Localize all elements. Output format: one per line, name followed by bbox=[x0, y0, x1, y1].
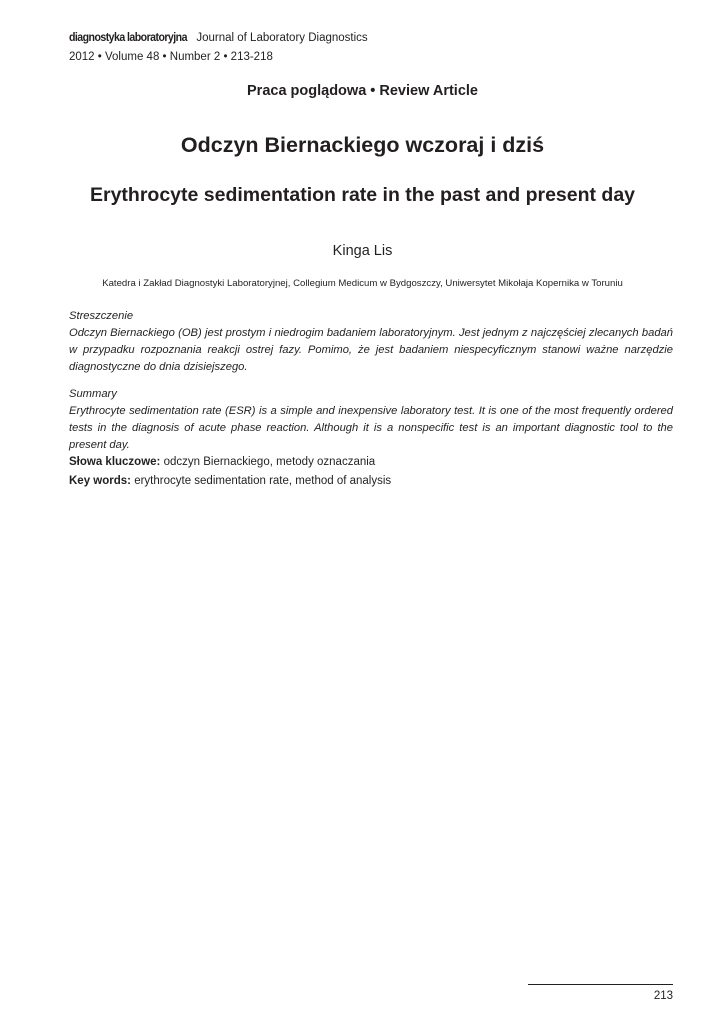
abstract-polish-heading: Streszczenie bbox=[69, 310, 134, 322]
keywords-polish bbox=[69, 455, 375, 469]
abstract-english bbox=[69, 386, 673, 454]
keywords-english-value: erythrocyte sedimentation rate, method of analysis bbox=[134, 475, 392, 487]
abstract-english-heading: Summary bbox=[69, 388, 117, 400]
keywords-polish-label: Słowa kluczowe: bbox=[69, 456, 161, 468]
abstract-polish bbox=[69, 308, 673, 376]
journal-name-en: Journal of Laboratory Diagnostics bbox=[196, 32, 368, 44]
journal-meta: 2012 • Volume 48 • Number 2 • 213-218 bbox=[69, 51, 273, 63]
abstract-polish-text: Odczyn Biernackiego (OB) jest prostym i niedrogim badaniem laboratoryjnym. Jest jednym z najczęściej zlecanych badań w przypadku rozpoznania reakcji ostrej fazy. Pomimo, że jest badaniem niespecyficznym stanowi ważne narzędzie diagnostyczne do dnia dzisiejszego. bbox=[69, 327, 673, 373]
footer-divider bbox=[528, 984, 673, 985]
journal-header bbox=[69, 31, 368, 45]
keywords-english-label: Key words: bbox=[69, 475, 131, 487]
keywords-english bbox=[69, 474, 391, 488]
title-polish: Odczyn Biernackiego wczoraj i dziś bbox=[180, 133, 545, 157]
keywords-polish-value: odczyn Biernackiego, metody oznaczania bbox=[163, 456, 376, 468]
title-english: Erythrocyte sedimentation rate in the past and present day bbox=[89, 184, 636, 206]
article-type: Praca poglądowa • Review Article bbox=[247, 83, 478, 99]
author-name: Kinga Lis bbox=[332, 243, 393, 259]
author-affiliation: Katedra i Zakład Diagnostyki Laboratoryjnej, Collegium Medicum w Bydgoszczy, Uniwersytet Mikołaja Kopernika w Toruniu bbox=[102, 278, 623, 289]
page-number: 213 bbox=[653, 990, 673, 1002]
journal-name: diagnostyka laboratoryjna bbox=[69, 32, 187, 44]
abstract-english-text: Erythrocyte sedimentation rate (ESR) is a simple and inexpensive laboratory test. It is one of the most frequently ordered tests in the diagnosis of acute phase reaction. Although it is a nonspecific test is an important diagnostic tool to the present day. bbox=[69, 405, 673, 451]
